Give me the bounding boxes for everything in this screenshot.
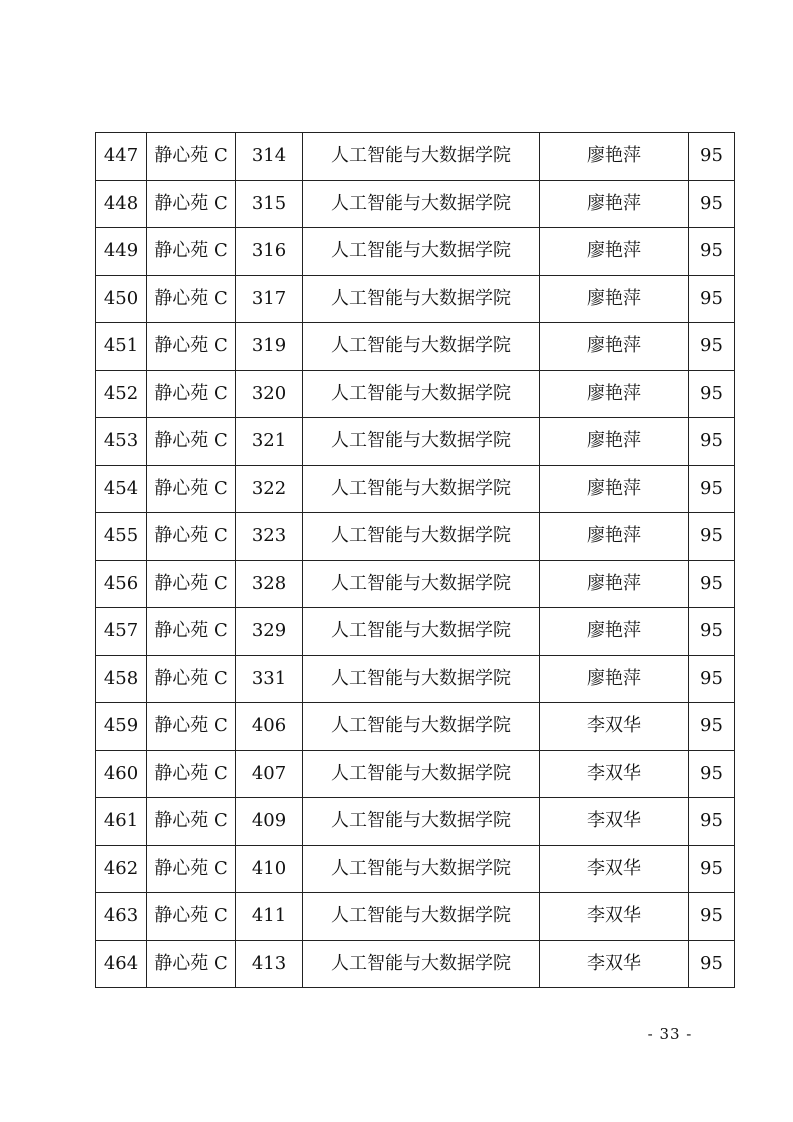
score-cell: 95 (689, 608, 735, 656)
room-cell: 413 (236, 940, 303, 988)
room-cell: 323 (236, 513, 303, 561)
college-cell: 人工智能与大数据学院 (303, 370, 540, 418)
row-number-cell: 459 (96, 703, 147, 751)
table-body (96, 133, 735, 988)
table-row (96, 655, 735, 703)
score-cell: 95 (689, 465, 735, 513)
table-row (96, 370, 735, 418)
score-cell: 95 (689, 323, 735, 371)
room-cell: 331 (236, 655, 303, 703)
building-cell: 静心苑 C (147, 513, 236, 561)
room-cell: 315 (236, 180, 303, 228)
inspector-name-cell: 廖艳萍 (540, 180, 689, 228)
inspector-name-cell: 廖艳萍 (540, 608, 689, 656)
score-cell: 95 (689, 180, 735, 228)
score-cell: 95 (689, 228, 735, 276)
inspector-name-cell: 廖艳萍 (540, 323, 689, 371)
building-cell: 静心苑 C (147, 703, 236, 751)
score-cell: 95 (689, 655, 735, 703)
table-row (96, 845, 735, 893)
table-row (96, 180, 735, 228)
page-number: - 33 - (647, 1025, 693, 1043)
score-cell: 95 (689, 845, 735, 893)
college-cell: 人工智能与大数据学院 (303, 275, 540, 323)
building-cell: 静心苑 C (147, 323, 236, 371)
score-cell: 95 (689, 275, 735, 323)
college-cell: 人工智能与大数据学院 (303, 180, 540, 228)
room-cell: 409 (236, 798, 303, 846)
building-cell: 静心苑 C (147, 275, 236, 323)
building-cell: 静心苑 C (147, 228, 236, 276)
table-row (96, 133, 735, 181)
table-row (96, 608, 735, 656)
inspector-name-cell: 李双华 (540, 703, 689, 751)
row-number-cell: 456 (96, 560, 147, 608)
room-cell: 320 (236, 370, 303, 418)
room-cell: 407 (236, 750, 303, 798)
college-cell: 人工智能与大数据学院 (303, 608, 540, 656)
building-cell: 静心苑 C (147, 798, 236, 846)
row-number-cell: 447 (96, 133, 147, 181)
college-cell: 人工智能与大数据学院 (303, 893, 540, 941)
college-cell: 人工智能与大数据学院 (303, 703, 540, 751)
row-number-cell: 454 (96, 465, 147, 513)
table-row (96, 940, 735, 988)
building-cell: 静心苑 C (147, 180, 236, 228)
row-number-cell: 451 (96, 323, 147, 371)
college-cell: 人工智能与大数据学院 (303, 940, 540, 988)
college-cell: 人工智能与大数据学院 (303, 798, 540, 846)
dormitory-score-table (95, 132, 735, 988)
inspector-name-cell: 李双华 (540, 940, 689, 988)
table-row (96, 275, 735, 323)
score-cell: 95 (689, 703, 735, 751)
inspector-name-cell: 廖艳萍 (540, 465, 689, 513)
inspector-name-cell: 廖艳萍 (540, 655, 689, 703)
table-row (96, 893, 735, 941)
college-cell: 人工智能与大数据学院 (303, 465, 540, 513)
row-number-cell: 448 (96, 180, 147, 228)
inspector-name-cell: 廖艳萍 (540, 275, 689, 323)
college-cell: 人工智能与大数据学院 (303, 513, 540, 561)
building-cell: 静心苑 C (147, 418, 236, 466)
college-cell: 人工智能与大数据学院 (303, 323, 540, 371)
table-row (96, 323, 735, 371)
room-cell: 321 (236, 418, 303, 466)
inspector-name-cell: 廖艳萍 (540, 418, 689, 466)
score-cell: 95 (689, 418, 735, 466)
table-row (96, 465, 735, 513)
room-cell: 317 (236, 275, 303, 323)
building-cell: 静心苑 C (147, 845, 236, 893)
table-row (96, 750, 735, 798)
building-cell: 静心苑 C (147, 560, 236, 608)
table-row (96, 560, 735, 608)
building-cell: 静心苑 C (147, 370, 236, 418)
inspector-name-cell: 李双华 (540, 893, 689, 941)
room-cell: 328 (236, 560, 303, 608)
score-cell: 95 (689, 798, 735, 846)
row-number-cell: 449 (96, 228, 147, 276)
inspector-name-cell: 廖艳萍 (540, 560, 689, 608)
inspector-name-cell: 廖艳萍 (540, 370, 689, 418)
inspector-name-cell: 廖艳萍 (540, 513, 689, 561)
row-number-cell: 450 (96, 275, 147, 323)
building-cell: 静心苑 C (147, 750, 236, 798)
row-number-cell: 457 (96, 608, 147, 656)
row-number-cell: 460 (96, 750, 147, 798)
score-cell: 95 (689, 893, 735, 941)
room-cell: 319 (236, 323, 303, 371)
score-cell: 95 (689, 133, 735, 181)
room-cell: 406 (236, 703, 303, 751)
building-cell: 静心苑 C (147, 655, 236, 703)
score-cell: 95 (689, 370, 735, 418)
row-number-cell: 462 (96, 845, 147, 893)
building-cell: 静心苑 C (147, 608, 236, 656)
building-cell: 静心苑 C (147, 940, 236, 988)
row-number-cell: 461 (96, 798, 147, 846)
college-cell: 人工智能与大数据学院 (303, 845, 540, 893)
room-cell: 410 (236, 845, 303, 893)
college-cell: 人工智能与大数据学院 (303, 228, 540, 276)
score-cell: 95 (689, 513, 735, 561)
college-cell: 人工智能与大数据学院 (303, 750, 540, 798)
table-row (96, 418, 735, 466)
college-cell: 人工智能与大数据学院 (303, 133, 540, 181)
building-cell: 静心苑 C (147, 465, 236, 513)
table-row (96, 798, 735, 846)
table-row (96, 228, 735, 276)
inspector-name-cell: 李双华 (540, 845, 689, 893)
score-cell: 95 (689, 560, 735, 608)
inspector-name-cell: 廖艳萍 (540, 228, 689, 276)
college-cell: 人工智能与大数据学院 (303, 418, 540, 466)
building-cell: 静心苑 C (147, 133, 236, 181)
room-cell: 316 (236, 228, 303, 276)
room-cell: 411 (236, 893, 303, 941)
row-number-cell: 452 (96, 370, 147, 418)
room-cell: 322 (236, 465, 303, 513)
inspector-name-cell: 李双华 (540, 750, 689, 798)
row-number-cell: 458 (96, 655, 147, 703)
row-number-cell: 463 (96, 893, 147, 941)
table-row (96, 513, 735, 561)
building-cell: 静心苑 C (147, 893, 236, 941)
room-cell: 314 (236, 133, 303, 181)
room-cell: 329 (236, 608, 303, 656)
inspector-name-cell: 李双华 (540, 798, 689, 846)
row-number-cell: 453 (96, 418, 147, 466)
college-cell: 人工智能与大数据学院 (303, 655, 540, 703)
score-cell: 95 (689, 750, 735, 798)
row-number-cell: 455 (96, 513, 147, 561)
college-cell: 人工智能与大数据学院 (303, 560, 540, 608)
score-cell: 95 (689, 940, 735, 988)
table-row (96, 703, 735, 751)
row-number-cell: 464 (96, 940, 147, 988)
inspector-name-cell: 廖艳萍 (540, 133, 689, 181)
